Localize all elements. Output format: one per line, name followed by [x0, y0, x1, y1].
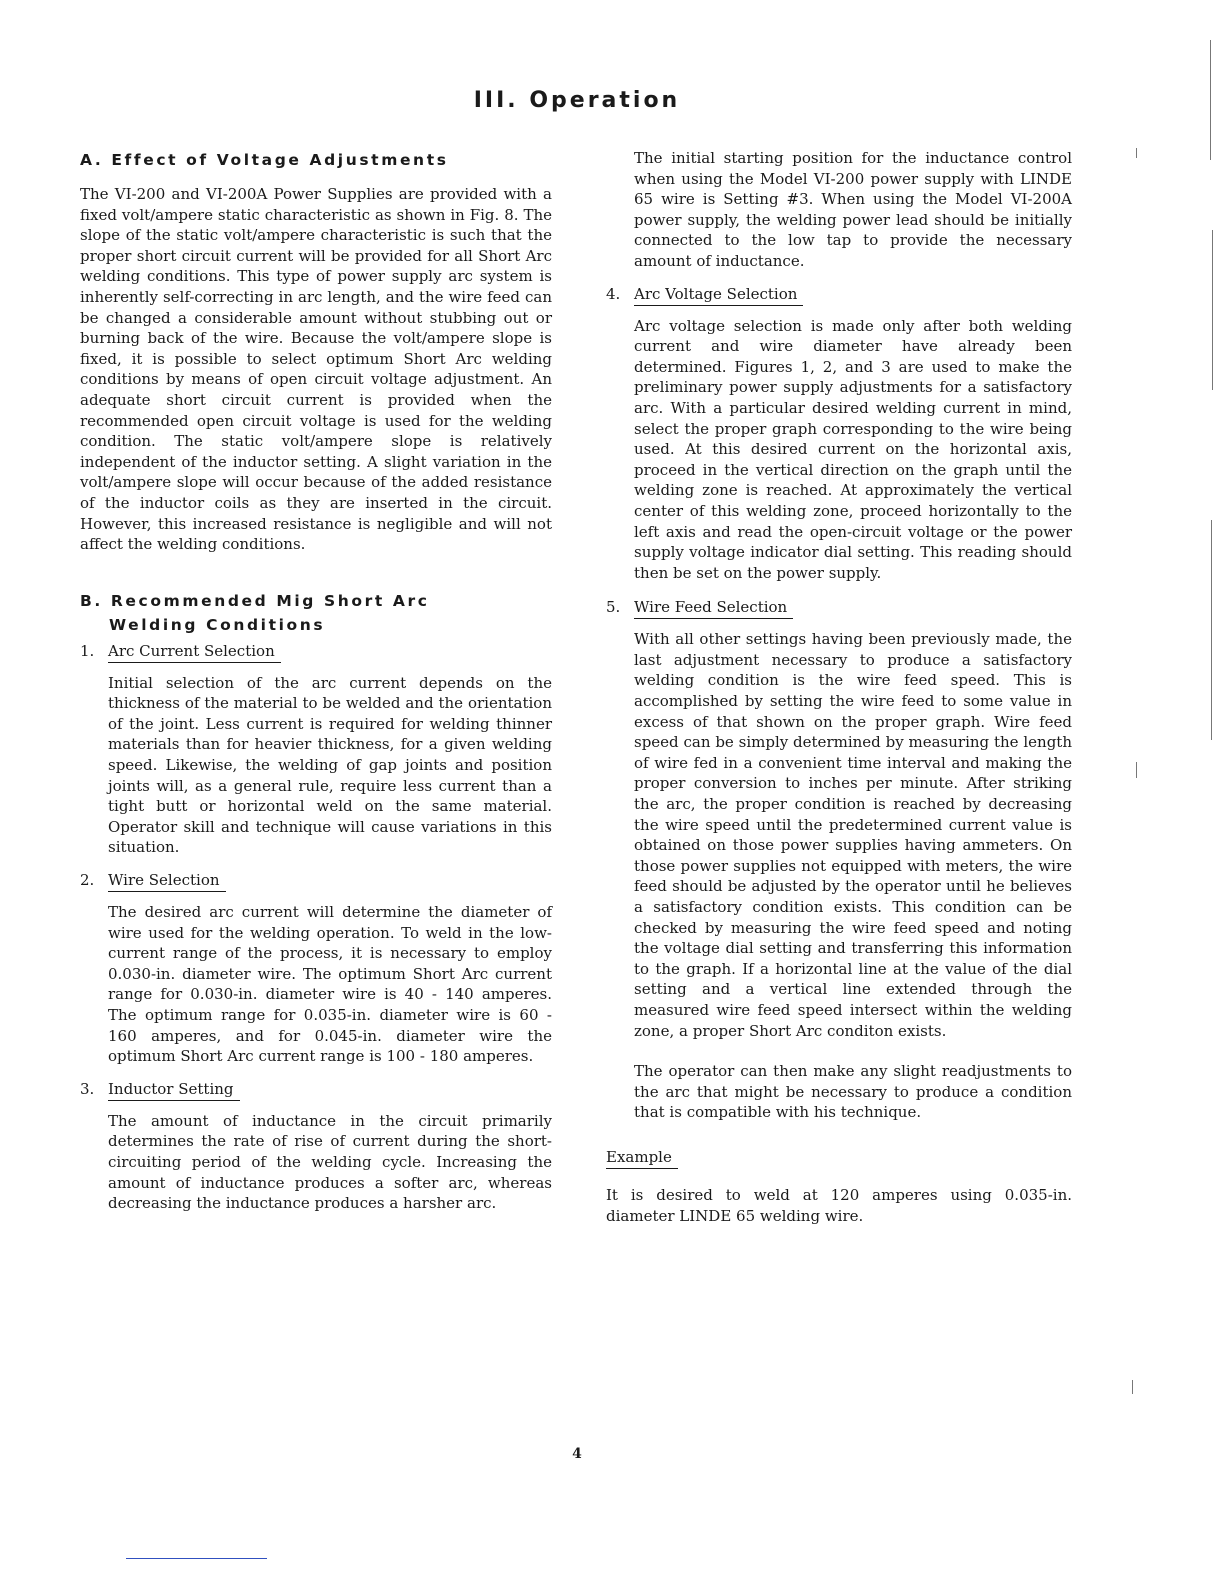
scan-edge-mark — [1136, 148, 1137, 158]
footnote-rule — [126, 1558, 267, 1559]
subsection-heading-inductor-setting — [80, 1079, 552, 1101]
subsection-heading-wire-feed — [606, 597, 1072, 619]
section-a-body: The VI-200 and VI-200A Power Supplies are provided with a fixed volt/ampere static characteristic as shown in Fig. 8. The slope of the static volt/ampere characteristic is such that the proper short circuit current will be provided for all Short Arc welding conditions. This type of power supply arc system is inherently self-correcting in arc length, and the wire feed can be changed a considerable amount without stubbing out or burning back of the wire. Because the volt/ampere slope is fixed, it is possible to select optimum Short Arc welding conditions by means of open circuit voltage adjustment. An adequate short circuit current is provided when the recommended open circuit voltage is used for the welding condition. The static volt/ampere slope is relatively independent of the inductor setting. A slight variation in the volt/ampere slope will occur because of the added resistance of the inductor coils as they are inserted in the circuit. However, this increased resistance is negligible and will not affect the welding conditions. — [80, 185, 552, 554]
scan-edge-mark — [1211, 520, 1212, 740]
subsection-title: Inductor Setting — [108, 1079, 240, 1101]
scan-edge-mark — [1210, 40, 1211, 160]
scan-edge-mark — [1132, 1380, 1133, 1394]
page-number: 4 — [572, 1446, 582, 1462]
subsection-heading-wire-selection — [80, 870, 552, 892]
example-body: It is desired to weld at 120 amperes using 0.035-in. diameter LINDE 65 welding wire. — [606, 1185, 1072, 1225]
scan-edge-mark — [1212, 230, 1213, 390]
arc-current-body: Initial selection of the arc current depends on the thickness of the material to be welded and the orientation of the joint. Less current is required for welding thinner materials than for heavier thickness, for a given welding speed. Likewise, the welding of gap joints and position joints will, as a general rule, require less current than a tight butt or horizontal weld on the same material. Operator skill and technique will cause variations in this situation. — [108, 673, 552, 857]
subsection-number: 2. — [80, 871, 95, 890]
section-b-heading-line2: Welding Conditions — [109, 615, 326, 634]
inductor-setting-continued: The initial starting position for the inductance control when using the Model VI-200 power supply with LINDE 65 wire is Setting #3. When using the Model VI-200A power supply, the welding power lead should be initially connected to the low tap to provide the necessary amount of inductance. — [634, 149, 1072, 270]
wire-feed-body-2: The operator can then make any slight readjustments to the arc that might be necessary to produce a condition that is compatible with his technique. — [634, 1062, 1072, 1122]
wire-feed-body: With all other settings having been previously made, the last adjustment necessary to produce a satisfactory welding condition is the wire feed speed. This is accomplished by setting the wire feed to some value in excess of that shown on the proper graph. Wire feed speed can be simply determined by measuring the length of wire fed in a convenient time interval and making the proper conversion to inches per minute. After striking the arc, the proper condition is reached by decreasing the wire speed until the predetermined current value is obtained on those power supplies having ammeters. On those power supplies not equipped with meters, the wire feed should be adjusted by the operator until he believes a satisfactory condition exists. This condition can be checked by measuring the wire feed speed and noting the voltage dial setting and transferring this information to the graph. If a horizontal line at the value of the dial setting and a vertical line extended through the measured wire feed speed intersect within the welding zone, a proper Short Arc conditon exists. — [634, 630, 1072, 1040]
section-b-heading-line1: B. Recommended Mig Short Arc — [80, 591, 430, 610]
example-heading: Example — [606, 1147, 1072, 1169]
subsection-number: 4. — [606, 284, 621, 303]
subsection-number: 3. — [80, 1079, 95, 1098]
subsection-number: 1. — [80, 641, 95, 660]
subsection-heading-arc-current — [80, 641, 552, 663]
subsection-title: Arc Voltage Selection — [634, 284, 803, 306]
left-column — [80, 148, 552, 1214]
arc-voltage-body: Arc voltage selection is made only after both welding current and wire diameter have already been determined. Figures 1, 2, and 3 are used to make the preliminary power supply adjustments for a satisfactory arc. With a particular desired welding current in mind, select the proper graph corresponding to the wire being used. At this desired current on the horizontal axis, proceed in the vertical direction on the graph until the welding zone is reached. At approximately the vertical center of this welding zone, proceed horizontally to the left axis and read the open-circuit voltage or the power supply voltage indicator dial setting. This reading should then be set on the power supply. — [634, 316, 1072, 582]
inductor-setting-body: The amount of inductance in the circuit primarily determines the rate of rise of current during the short-circuiting period of the welding cycle. Increasing the amount of inductance produces a softer arc, whereas decreasing the inductance produces a harsher arc. — [108, 1111, 552, 1213]
scan-edge-mark — [1136, 762, 1137, 778]
right-column — [606, 148, 1072, 1226]
section-a-heading: A. Effect of Voltage Adjustments — [80, 151, 449, 169]
subsection-title: Wire Selection — [108, 870, 226, 892]
subsection-title: Arc Current Selection — [108, 641, 281, 663]
subsection-heading-arc-voltage — [606, 284, 1072, 306]
subsection-number: 5. — [606, 598, 621, 617]
page-title: III. Operation — [473, 88, 681, 113]
section-b-heading — [80, 589, 552, 637]
wire-selection-body: The desired arc current will determine the diameter of wire used for the welding operation. To weld in the low-current range of the process, it is necessary to employ 0.030-in. diameter wire. The optimum Short Arc current range for 0.030-in. diameter wire is 40 - 140 amperes. The optimum range for 0.035-in. diameter wire is 60 - 160 amperes, and for 0.045-in. diameter wire the optimum Short Arc current range is 100 - 180 amperes. — [108, 903, 552, 1066]
subsection-title: Wire Feed Selection — [634, 597, 793, 619]
